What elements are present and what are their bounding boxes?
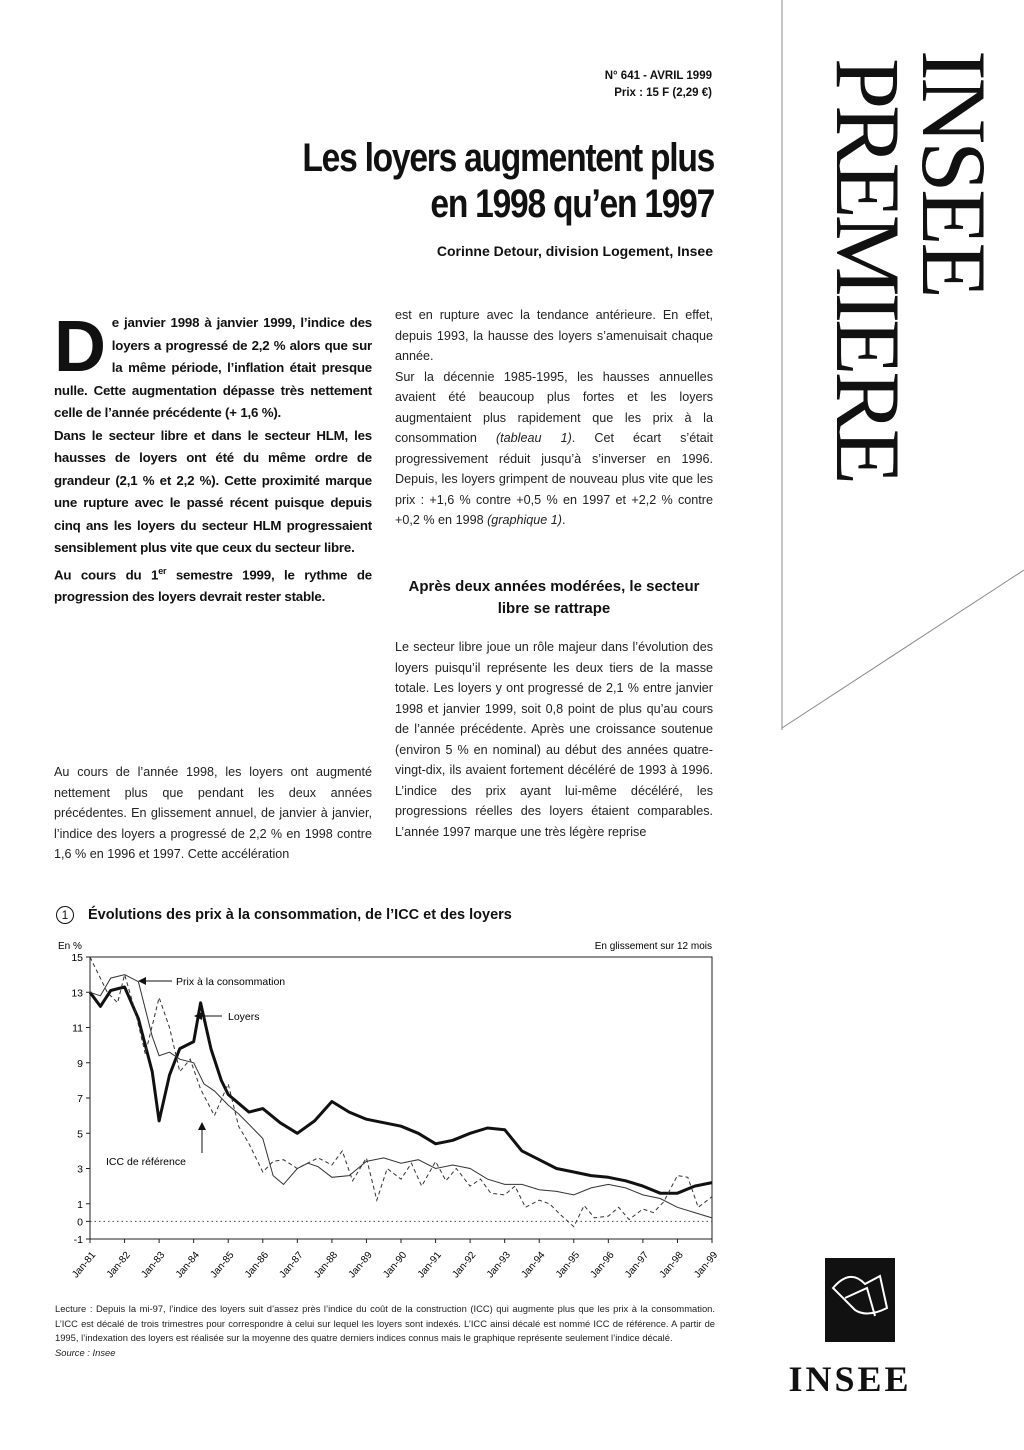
y-axis-label: En % [58, 941, 82, 952]
figure-note [55, 1302, 715, 1360]
y-tick-label: 0 [77, 1216, 83, 1229]
x-tick-label: Jan-94 [519, 1249, 548, 1281]
figure-note-text: Lecture : Depuis la mi-97, l’indice des loyers suit d’assez près l’indice du coût de la construction (ICC) qui augmente plus que les prix à la consommation. L’ICC est décalé de trois trimestres pour correspondre à celui sur lequel les loyers sont indexés. L’ICC ainsi décalé est nommé ICC de référence. A partir de 1995, l’indexation des loyers est réalisée sur la moyenne des quatre derniers indices connus mais le graphique représente seulement l’indice décalé. [55, 1303, 715, 1343]
title-line-2: en 1998 qu’en 1997 [430, 182, 714, 226]
annotation-label-icc: ICC de référence [106, 1156, 186, 1168]
title-line-1: Les loyers augmentent plus [302, 136, 714, 180]
colB-paragraph-1: est en rupture avec la tendance antérieure. En effet, depuis 1993, la hausse des loyers s’amenuisait chaque année. [395, 308, 713, 363]
lead-paragraph [54, 307, 372, 609]
brand-wordmark [810, 40, 1010, 600]
insee-logo [780, 1258, 920, 1408]
chart-note: En glissement sur 12 mois [594, 941, 712, 952]
x-tick-label: Jan-85 [208, 1249, 237, 1281]
lead-p1: e janvier 1998 à janvier 1999, l’indice des loyers a progressé de 2,2 % alors que sur la même période, l’inflation était presque nulle. Cette augmentation dépasse très nettement celle de l’année précédente (+ 1,6 %). [54, 315, 372, 420]
plot-frame [90, 957, 712, 1239]
x-tick-label: Jan-83 [139, 1249, 168, 1281]
dropcap: D [54, 307, 106, 387]
y-tick-label: -1 [73, 1234, 83, 1246]
y-tick-label: 9 [77, 1057, 83, 1070]
x-tick-label: Jan-98 [657, 1249, 686, 1281]
x-tick-label: Jan-87 [277, 1249, 306, 1281]
colB-paragraph-2: Sur la décennie 1985-1995, les hausses annuelles avaient été beaucoup plus fortes et les loyers augmentaient plus rapidement que les prix à la consommation (tableau 1). Cet écart s’était progressivement réduit jusqu’à s’inverser en 1996. Depuis, les loyers grimpent de nouveau plus vite que les prix : +1,6 % contre +0,5 % en 1997 et +2,2 % contre +0,2 % en 1998 (graphique 1). [395, 369, 713, 527]
series-line-1 [90, 975, 712, 1218]
x-tick-label: Jan-89 [346, 1249, 375, 1281]
body-column-a: Au cours de l’année 1998, les loyers ont augmenté nettement plus que pendant les deux années précédentes. En glissement annuel, de janvier à janvier, l’indice des loyers a progressé de 2,2 % en 1998 contre 1,6 % en 1996 et 1997. Cette accélération [54, 765, 372, 861]
x-tick-label: Jan-82 [104, 1249, 133, 1281]
annotation-label-loyers: Loyers [228, 1011, 260, 1023]
issue-info [605, 68, 712, 102]
arrowhead-icc-icon [198, 1122, 206, 1130]
x-tick-label: Jan-97 [623, 1249, 652, 1281]
lead-p3: Au cours du 1er semestre 1999, le rythme de progression des loyers devrait rester stable. [54, 565, 372, 605]
x-tick-label: Jan-86 [242, 1249, 272, 1281]
logo-text: INSEE [788, 1359, 912, 1399]
y-tick-label: 1 [77, 1198, 83, 1211]
x-tick-label: Jan-99 [692, 1249, 721, 1281]
figure-title-text: Évolutions des prix à la consommation, de l’ICC et des loyers [88, 906, 512, 923]
issue-price: Prix : 15 F (2,29 €) [614, 87, 712, 99]
y-tick-label: 5 [77, 1128, 83, 1141]
logo-mark-icon [825, 1258, 895, 1342]
brand-line-2: PREMIERE [817, 58, 919, 481]
y-tick-label: 11 [72, 1022, 83, 1035]
figure-title [56, 906, 512, 924]
x-tick-label: Jan-92 [450, 1249, 479, 1281]
page-title [302, 135, 714, 227]
body-column-b [395, 305, 713, 531]
x-tick-label: Jan-81 [70, 1249, 99, 1281]
section-heading: Après deux années modérées, le secteur libre se rattrape [408, 578, 700, 617]
author-line: Corinne Detour, division Logement, Insee [436, 243, 713, 259]
x-tick-label: Jan-90 [381, 1249, 410, 1281]
body-column-c: Le secteur libre joue un rôle majeur dans l’évolution des loyers puisqu’il représente les deux tiers de la masse totale. Les loyers y ont progressé de 2,1 % entre janvier 1998 et janvier 1999, soit 0,8 point de plus qu’au cours de l’année précédente. Après une croissance soutenue (environ 5 % en nominal) au début des années quatre-vingt-dix, ils avaient fortement décéléré de 1993 à 1996. L’indice des prix ayant lui-même décéléré, les progressions réelles des loyers étaient comparables. L’année 1997 marque une très légère reprise [395, 640, 713, 839]
x-tick-label: Jan-91 [415, 1249, 444, 1281]
figure-source: Source : Insee [55, 1346, 116, 1358]
x-tick-label: Jan-84 [173, 1249, 202, 1281]
brand-line-1: INSEE [903, 50, 1005, 296]
line-chart [50, 935, 730, 1305]
y-tick-label: 3 [77, 1163, 83, 1176]
lead-p2: Dans le secteur libre et dans le secteur HLM, les hausses de loyers ont été du même ordre de grandeur (2,1 % et 2,2 %). Cette proximité marque une rupture avec le passé récent puisque depuis cinq ans les loyers du secteur HLM progressaient sensiblement plus vite que ceux du secteur libre. [54, 427, 372, 555]
x-tick-label: Jan-95 [553, 1249, 583, 1281]
y-tick-label: 13 [71, 987, 83, 1000]
x-tick-label: Jan-88 [312, 1249, 341, 1281]
y-tick-label: 7 [77, 1093, 83, 1105]
x-tick-label: Jan-93 [484, 1249, 513, 1281]
x-tick-label: Jan-96 [588, 1249, 617, 1281]
figure-number-icon: 1 [56, 906, 74, 924]
issue-number: N° 641 - AVRIL 1999 [604, 70, 712, 82]
y-tick-label: 15 [71, 952, 83, 964]
annotation-label-prix: Prix à la consommation [176, 976, 286, 988]
